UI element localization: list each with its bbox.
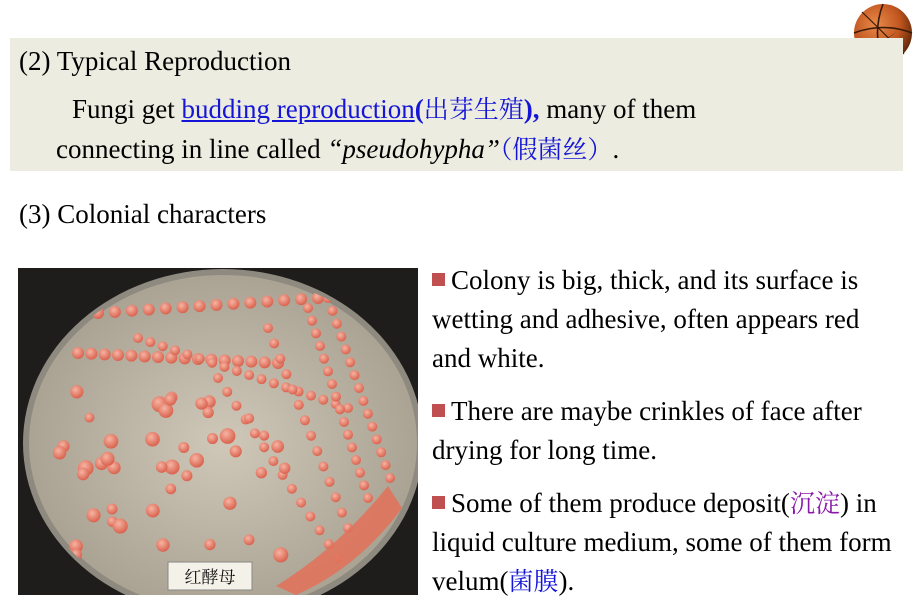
colony-dot — [170, 345, 180, 355]
colony-dot — [207, 433, 218, 444]
colony-dot — [194, 300, 206, 312]
line2-cjk: （假菌丝） — [499, 135, 613, 164]
colony-dot — [271, 440, 284, 453]
colony-dot — [143, 304, 155, 316]
colony-dot — [231, 401, 241, 411]
colony-dot — [152, 351, 164, 363]
colony-dot — [305, 511, 315, 521]
line1-pre: Fungi get — [72, 94, 182, 124]
colony-dot — [181, 470, 192, 481]
colony-dot — [244, 370, 254, 380]
velum-cjk: 菌膜 — [508, 567, 559, 596]
colony-dot — [207, 358, 217, 368]
deposit-cjk: 沉淀 — [789, 489, 840, 518]
colony-dot — [256, 467, 267, 478]
colony-dot — [315, 525, 325, 535]
colony-dot — [306, 391, 316, 401]
colony-dot — [319, 354, 329, 364]
colony-dot — [220, 428, 236, 444]
colony-dot — [230, 445, 242, 457]
colony-dot — [287, 484, 297, 494]
colony-dot — [306, 431, 316, 441]
colony-dot — [210, 299, 222, 311]
colony-dot — [244, 297, 256, 309]
colony-dot — [335, 404, 345, 414]
colony-dot — [189, 453, 204, 468]
colony-dot — [281, 369, 291, 379]
pseudohypha-term: “pseudohypha” — [327, 134, 500, 164]
colony-dot — [139, 350, 151, 362]
colony-dot — [294, 400, 304, 410]
colony-dot — [104, 434, 119, 449]
photo-label: 红酵母 — [184, 568, 236, 588]
colony-dot — [178, 442, 189, 453]
bullet-text: There are maybe crinkles of face after drying for long time. — [432, 396, 862, 465]
colony-dot — [279, 463, 290, 474]
colony-dot — [72, 347, 84, 359]
colony-dot — [327, 306, 337, 316]
colony-dot — [204, 539, 215, 550]
square-bullet-icon — [432, 496, 445, 509]
colony-dot — [354, 383, 364, 393]
square-bullet-icon — [432, 404, 445, 417]
colony-dot — [331, 392, 341, 402]
colony-dot — [259, 442, 269, 452]
section3-heading: (3) Colonial characters — [19, 199, 267, 229]
colony-dot — [269, 338, 279, 348]
colony-dot — [363, 493, 373, 503]
colony-dot — [146, 504, 160, 518]
colony-dot — [232, 366, 242, 376]
colony-dot — [177, 301, 189, 313]
line1-cjk-close: ), — [523, 94, 540, 124]
colony-dot — [381, 460, 391, 470]
colony-dot — [125, 350, 137, 362]
bullet-text-post: ). — [558, 566, 575, 596]
colony-dot — [327, 379, 337, 389]
colony-dot — [336, 332, 346, 342]
colony-dot — [337, 508, 347, 518]
colony-dot — [107, 503, 118, 514]
colony-dot — [312, 446, 322, 456]
colony-dot — [227, 298, 239, 310]
colony-dot — [339, 417, 349, 427]
colony-dot — [350, 370, 360, 380]
colony-dot — [343, 430, 353, 440]
colony-dot — [165, 484, 176, 495]
colony-dot — [112, 349, 124, 361]
colony-dot — [323, 366, 333, 376]
colony-dot — [325, 477, 335, 487]
colony-dot — [315, 341, 325, 351]
colony-dot — [259, 356, 271, 368]
colony-dot — [363, 409, 373, 419]
colony-dot — [275, 354, 285, 364]
colony-dot — [295, 293, 307, 305]
colony-dot — [156, 538, 170, 552]
line1-cjk-open: ( — [414, 94, 424, 124]
colony-dot — [156, 461, 168, 473]
colony-dot — [269, 378, 279, 388]
colony-dot — [126, 305, 138, 317]
bullet-text-pre: Some of them produce deposit( — [451, 488, 790, 518]
colony-dot — [259, 431, 269, 441]
colony-dot — [160, 302, 172, 314]
colony-dot — [331, 492, 341, 502]
bullet-item — [432, 484, 902, 601]
colony-dot — [372, 434, 382, 444]
section2-line2 — [56, 130, 619, 166]
colony-dot — [99, 348, 111, 360]
colony-dot — [303, 303, 313, 313]
colony-dot — [222, 387, 232, 397]
colony-dot — [113, 518, 128, 533]
petri-dish-photo — [18, 268, 418, 595]
colony-dot — [145, 432, 160, 447]
colony-dot — [358, 396, 368, 406]
colony-dot — [296, 498, 306, 508]
section2-line1 — [72, 90, 696, 126]
section2-heading: (2) Typical Reproduction — [19, 46, 292, 76]
colony-dot — [385, 473, 395, 483]
colony-dot — [133, 333, 143, 343]
colony-dot — [84, 413, 94, 423]
colony-dot — [332, 319, 342, 329]
colony-dot — [307, 316, 317, 326]
colony-dot — [278, 294, 290, 306]
colony-dot — [261, 295, 273, 307]
colony-dot — [245, 356, 257, 368]
colony-dot — [232, 355, 244, 367]
colony-dot — [70, 385, 83, 398]
colony-dot — [376, 447, 386, 457]
colony-dot — [164, 393, 176, 405]
colony-dot — [195, 354, 205, 364]
colony-dot — [268, 456, 278, 466]
colony-dot — [257, 374, 267, 384]
colony-dot — [367, 422, 377, 432]
colony-dot — [244, 534, 255, 545]
bullet-item — [432, 261, 902, 378]
colony-dot — [195, 397, 207, 409]
colony-dot — [219, 362, 229, 372]
colony-dot — [77, 468, 89, 480]
colony-dot — [288, 385, 298, 395]
colony-dot — [311, 328, 321, 338]
colony-dot — [318, 461, 328, 471]
line2-end: . — [612, 134, 620, 164]
colony-dot — [347, 442, 357, 452]
bullet-item — [432, 392, 902, 470]
colony-bullet-list — [432, 261, 902, 615]
bullet-text-mid: ) in liquid culture medium, some of them form velum( — [432, 488, 892, 596]
colony-dot — [345, 357, 355, 367]
colony-dot — [53, 446, 67, 460]
colony-dot — [318, 395, 328, 405]
colony-dot — [359, 480, 369, 490]
colony-dot — [244, 413, 254, 423]
colony-dot — [100, 452, 114, 466]
colony-dot — [182, 349, 192, 359]
colony-dot — [109, 306, 121, 318]
line1-cjk: 出芽生殖 — [423, 95, 524, 124]
colony-dot — [223, 497, 236, 510]
colony-dot — [85, 348, 97, 360]
colony-dot — [351, 455, 361, 465]
colony-dot — [250, 428, 260, 438]
line1-post: many of them — [539, 94, 697, 124]
colony-dot — [341, 344, 351, 354]
square-bullet-icon — [432, 273, 445, 286]
budding-reproduction-link[interactable]: budding reproduction — [181, 94, 415, 124]
colony-dot — [263, 323, 273, 333]
colony-dot — [213, 373, 223, 383]
colony-dot — [86, 508, 100, 522]
bullet-text: Colony is big, thick, and its surface is wetting and adhesive, often appears red and white. — [432, 265, 860, 373]
colony-dot — [158, 341, 168, 351]
line2-pre: connecting in line called — [56, 134, 328, 164]
colony-dot — [355, 468, 365, 478]
colony-dot — [145, 337, 155, 347]
colony-dot — [300, 415, 310, 425]
colony-dot — [273, 547, 288, 562]
